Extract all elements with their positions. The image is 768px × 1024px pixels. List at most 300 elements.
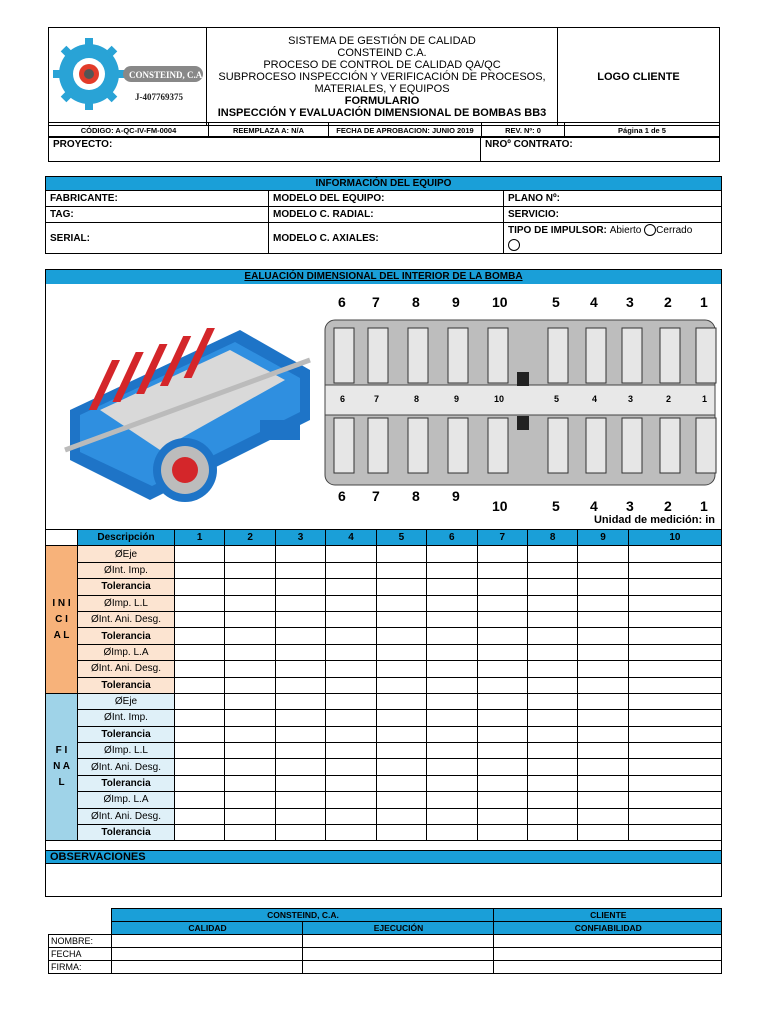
impeller-shape bbox=[334, 328, 354, 383]
sig-confiabilidad: CONFIABILIDAD bbox=[493, 922, 722, 935]
modelo-radial-field[interactable]: MODELO C. RADIAL: bbox=[269, 207, 504, 223]
measurement-cell[interactable] bbox=[527, 693, 577, 709]
stage-label-top: 7 bbox=[372, 294, 380, 310]
row-description: ØImp. L.L bbox=[78, 743, 175, 759]
plano-field[interactable]: PLANO Nº: bbox=[504, 191, 722, 207]
measurement-cell[interactable] bbox=[427, 562, 477, 578]
stage-label-bottom: 10 bbox=[492, 498, 508, 514]
impeller-shape bbox=[368, 328, 388, 383]
measurement-cell[interactable] bbox=[477, 677, 527, 693]
measurement-cell[interactable] bbox=[477, 726, 527, 742]
row-description: Tolerancia bbox=[78, 775, 175, 791]
firma-cliente-field[interactable] bbox=[493, 961, 722, 974]
measurement-cell[interactable] bbox=[578, 693, 628, 709]
col-header: 10 bbox=[628, 530, 721, 546]
measurement-cell[interactable] bbox=[376, 677, 426, 693]
measurement-cell[interactable] bbox=[326, 808, 376, 824]
inicial-label: I N I C I A L bbox=[46, 546, 78, 694]
measurement-cell[interactable] bbox=[225, 693, 275, 709]
cerrado-radio[interactable] bbox=[508, 239, 520, 251]
sig-nombre-label: NOMBRE: bbox=[49, 935, 112, 948]
measurement-cell[interactable] bbox=[527, 710, 577, 726]
measurement-cell[interactable] bbox=[527, 562, 577, 578]
measurement-cell[interactable] bbox=[376, 693, 426, 709]
measurement-cell[interactable] bbox=[578, 743, 628, 759]
row-description: ØInt. Imp. bbox=[78, 562, 175, 578]
stage-label-top: 2 bbox=[664, 294, 672, 310]
measurement-cell[interactable] bbox=[275, 628, 325, 644]
proyecto-field[interactable]: PROYECTO: bbox=[49, 137, 481, 162]
measurement-cell[interactable] bbox=[326, 693, 376, 709]
stage-label-bottom: 1 bbox=[700, 498, 708, 514]
header-table bbox=[48, 27, 720, 126]
measurement-cell[interactable] bbox=[578, 677, 628, 693]
title-line: MATERIALES, Y EQUIPOS bbox=[314, 82, 450, 95]
measurement-cell[interactable] bbox=[275, 562, 325, 578]
measurement-cell[interactable] bbox=[175, 743, 225, 759]
table-row bbox=[46, 546, 722, 562]
reemplaza: REEMPLAZA A: N/A bbox=[209, 123, 329, 138]
fecha-calidad-field[interactable] bbox=[111, 948, 302, 961]
measurement-cell[interactable] bbox=[275, 644, 325, 660]
measurement-cell[interactable] bbox=[275, 759, 325, 775]
table-row bbox=[46, 661, 722, 677]
inner-stage-label: 1 bbox=[702, 394, 708, 404]
measurement-cell[interactable] bbox=[427, 759, 477, 775]
measurement-cell[interactable] bbox=[477, 792, 527, 808]
measurement-cell[interactable] bbox=[275, 792, 325, 808]
inner-stage-label: 2 bbox=[666, 394, 672, 404]
measurement-cell[interactable] bbox=[628, 628, 721, 644]
measurement-cell[interactable] bbox=[326, 546, 376, 562]
table-row bbox=[46, 775, 722, 791]
measurement-cell[interactable] bbox=[225, 546, 275, 562]
measurement-cell[interactable] bbox=[477, 693, 527, 709]
grid-corner bbox=[46, 530, 78, 546]
measurement-cell[interactable] bbox=[225, 792, 275, 808]
measurement-cell[interactable] bbox=[628, 546, 721, 562]
impeller-shape bbox=[622, 328, 642, 383]
col-header: 2 bbox=[225, 530, 275, 546]
measurement-cell[interactable] bbox=[578, 661, 628, 677]
measurement-cell[interactable] bbox=[628, 759, 721, 775]
measurement-cell[interactable] bbox=[427, 677, 477, 693]
table-row bbox=[46, 628, 722, 644]
table-row bbox=[46, 579, 722, 595]
measurement-cell[interactable] bbox=[175, 726, 225, 742]
table-row bbox=[46, 677, 722, 693]
measurement-cell[interactable] bbox=[175, 661, 225, 677]
measurement-cell[interactable] bbox=[376, 808, 426, 824]
inner-stage-label: 4 bbox=[592, 394, 598, 404]
measurement-cell[interactable] bbox=[628, 775, 721, 791]
company-logo-text: CONSTEIND, C.A. bbox=[129, 70, 205, 80]
measurement-cell[interactable] bbox=[578, 808, 628, 824]
inner-stage-label: 9 bbox=[454, 394, 460, 404]
measurement-cell[interactable] bbox=[326, 595, 376, 611]
impeller-shape bbox=[660, 418, 680, 473]
measurement-cell[interactable] bbox=[376, 759, 426, 775]
measurement-cell[interactable] bbox=[527, 677, 577, 693]
measurement-cell[interactable] bbox=[578, 825, 628, 841]
measurement-cell[interactable] bbox=[477, 759, 527, 775]
measurement-cell[interactable] bbox=[326, 628, 376, 644]
measurement-cell[interactable] bbox=[376, 546, 426, 562]
measurement-cell[interactable] bbox=[477, 611, 527, 627]
row-description: Tolerancia bbox=[78, 726, 175, 742]
measurement-cell[interactable] bbox=[628, 743, 721, 759]
measurement-cell[interactable] bbox=[477, 825, 527, 841]
measurement-cell[interactable] bbox=[225, 743, 275, 759]
impeller-shape bbox=[448, 328, 468, 383]
measurement-cell[interactable] bbox=[628, 677, 721, 693]
measurement-cell[interactable] bbox=[578, 579, 628, 595]
measurement-cell[interactable] bbox=[376, 792, 426, 808]
measurement-cell[interactable] bbox=[326, 825, 376, 841]
measurement-cell[interactable] bbox=[477, 595, 527, 611]
measurement-cell[interactable] bbox=[275, 611, 325, 627]
measurement-cell[interactable] bbox=[326, 661, 376, 677]
measurement-cell[interactable] bbox=[225, 726, 275, 742]
form-title: INSPECCIÓN Y EVALUACIÓN DIMENSIONAL DE BOMBAS BB3 bbox=[217, 106, 547, 119]
impeller-shape bbox=[448, 418, 468, 473]
title-line: SUBPROCESO INSPECCIÓN Y VERIFICACIÓN DE PROCESOS, bbox=[218, 70, 546, 83]
measurement-cell[interactable] bbox=[578, 546, 628, 562]
measurement-cell[interactable] bbox=[225, 579, 275, 595]
measurement-cell[interactable] bbox=[628, 825, 721, 841]
col-header: 6 bbox=[427, 530, 477, 546]
table-row bbox=[46, 825, 722, 841]
sig-corner bbox=[49, 909, 112, 922]
measurement-cell[interactable] bbox=[477, 661, 527, 677]
tag-field[interactable]: TAG: bbox=[46, 207, 269, 223]
measurement-cell[interactable] bbox=[578, 644, 628, 660]
table-row bbox=[46, 595, 722, 611]
measurement-cell[interactable] bbox=[578, 562, 628, 578]
measurement-cell[interactable] bbox=[225, 808, 275, 824]
measurement-cell[interactable] bbox=[376, 579, 426, 595]
measurement-cell[interactable] bbox=[477, 775, 527, 791]
measurement-cell[interactable] bbox=[427, 808, 477, 824]
revision: REV. Nº: 0 bbox=[482, 123, 565, 138]
stage-label-bottom: 5 bbox=[552, 498, 560, 514]
measurement-cell[interactable] bbox=[628, 644, 721, 660]
stage-label-top: 1 bbox=[700, 294, 708, 310]
measurement-cell[interactable] bbox=[175, 595, 225, 611]
measurement-cell[interactable] bbox=[275, 546, 325, 562]
measurement-cell[interactable] bbox=[275, 595, 325, 611]
col-header: 9 bbox=[578, 530, 628, 546]
abierto-radio[interactable] bbox=[644, 224, 656, 236]
nombre-cliente-field[interactable] bbox=[493, 935, 722, 948]
measurement-cell[interactable] bbox=[427, 775, 477, 791]
stage-label-top: 6 bbox=[338, 294, 346, 310]
measurement-cell[interactable] bbox=[527, 792, 577, 808]
fabricante-field[interactable]: FABRICANTE: bbox=[46, 191, 269, 207]
stage-label-top: 8 bbox=[412, 294, 420, 310]
measurement-cell[interactable] bbox=[477, 546, 527, 562]
measurement-cell[interactable] bbox=[225, 825, 275, 841]
row-description: ØImp. L.A bbox=[78, 644, 175, 660]
table-row bbox=[46, 710, 722, 726]
measurement-cell[interactable] bbox=[275, 579, 325, 595]
col-header: 1 bbox=[175, 530, 225, 546]
sig-firma-label: FIRMA: bbox=[49, 961, 112, 974]
measurement-cell[interactable] bbox=[326, 611, 376, 627]
measurement-cell[interactable] bbox=[326, 726, 376, 742]
measurement-cell[interactable] bbox=[628, 661, 721, 677]
measurement-cell[interactable] bbox=[628, 693, 721, 709]
inner-stage-label: 6 bbox=[340, 394, 346, 404]
measurement-cell[interactable] bbox=[527, 775, 577, 791]
sig-corner bbox=[49, 922, 112, 935]
sig-ejecucion: EJECUCIÓN bbox=[302, 922, 493, 935]
modelo-equipo-field[interactable]: MODELO DEL EQUIPO: bbox=[269, 191, 504, 207]
nombre-calidad-field[interactable] bbox=[111, 935, 302, 948]
measurement-cell[interactable] bbox=[427, 595, 477, 611]
col-header: 3 bbox=[275, 530, 325, 546]
measurement-cell[interactable] bbox=[175, 825, 225, 841]
measurement-cell[interactable] bbox=[326, 792, 376, 808]
inner-stage-label: 8 bbox=[414, 394, 420, 404]
measurement-cell[interactable] bbox=[527, 628, 577, 644]
measurement-cell[interactable] bbox=[175, 693, 225, 709]
evaluation-title: EALUACIÓN DIMENSIONAL DEL INTERIOR DE LA BOMBA bbox=[46, 270, 721, 284]
client-logo-cell: LOGO CLIENTE bbox=[558, 28, 720, 126]
measurement-cell[interactable] bbox=[376, 743, 426, 759]
measurement-cell[interactable] bbox=[477, 562, 527, 578]
measurement-cell[interactable] bbox=[175, 775, 225, 791]
measurement-cell[interactable] bbox=[427, 644, 477, 660]
measurement-cell[interactable] bbox=[477, 710, 527, 726]
table-row bbox=[46, 726, 722, 742]
tipo-impulsor-label: TIPO DE IMPULSOR: bbox=[508, 225, 607, 236]
measurement-cell[interactable] bbox=[225, 562, 275, 578]
measurement-cell[interactable] bbox=[275, 808, 325, 824]
measurement-cell[interactable] bbox=[275, 710, 325, 726]
measurement-cell[interactable] bbox=[376, 595, 426, 611]
unit-label: Unidad de medición: in bbox=[593, 514, 715, 526]
table-row bbox=[46, 644, 722, 660]
measurement-cell[interactable] bbox=[477, 644, 527, 660]
measurement-cell[interactable] bbox=[225, 677, 275, 693]
observaciones-field[interactable] bbox=[46, 864, 722, 897]
stage-label-bottom: 4 bbox=[590, 498, 598, 514]
fecha-ejecucion-field[interactable] bbox=[302, 948, 493, 961]
measurement-cell[interactable] bbox=[326, 775, 376, 791]
row-description: ØEje bbox=[78, 546, 175, 562]
measurement-cell[interactable] bbox=[427, 693, 477, 709]
impeller-shape bbox=[408, 418, 428, 473]
measurement-cell[interactable] bbox=[527, 661, 577, 677]
measurement-cell[interactable] bbox=[527, 743, 577, 759]
measurement-cell[interactable] bbox=[376, 775, 426, 791]
company-logo bbox=[49, 28, 206, 122]
measurement-cell[interactable] bbox=[376, 644, 426, 660]
measurement-cell[interactable] bbox=[175, 759, 225, 775]
firma-ejecucion-field[interactable] bbox=[302, 961, 493, 974]
measurement-cell[interactable] bbox=[578, 759, 628, 775]
measurement-cell[interactable] bbox=[175, 677, 225, 693]
measurement-cell[interactable] bbox=[427, 611, 477, 627]
measurement-cell[interactable] bbox=[275, 677, 325, 693]
measurement-cell[interactable] bbox=[477, 808, 527, 824]
measurement-cell[interactable] bbox=[578, 726, 628, 742]
stage-label-bottom: 8 bbox=[412, 488, 420, 504]
title-line: CONSTEIND C.A. bbox=[337, 46, 427, 59]
measurement-cell[interactable] bbox=[427, 661, 477, 677]
measurement-cell[interactable] bbox=[527, 825, 577, 841]
measurement-cell[interactable] bbox=[225, 661, 275, 677]
measurement-cell[interactable] bbox=[427, 546, 477, 562]
measurement-cell[interactable] bbox=[427, 710, 477, 726]
measurement-cell[interactable] bbox=[175, 808, 225, 824]
measurement-cell[interactable] bbox=[427, 726, 477, 742]
equipment-info-title: INFORMACIÓN DEL EQUIPO bbox=[46, 177, 722, 191]
measurement-cell[interactable] bbox=[225, 644, 275, 660]
sig-company: CONSTEIND, C.A. bbox=[111, 909, 493, 922]
serial-field[interactable]: SERIAL: bbox=[46, 223, 269, 254]
tipo-impulsor-field bbox=[504, 223, 722, 254]
measurement-cell[interactable] bbox=[175, 644, 225, 660]
measurement-cell[interactable] bbox=[527, 808, 577, 824]
table-row bbox=[46, 562, 722, 578]
measurement-cell[interactable] bbox=[527, 546, 577, 562]
measurement-cell[interactable] bbox=[628, 595, 721, 611]
row-description: ØInt. Ani. Desg. bbox=[78, 808, 175, 824]
measurement-cell[interactable] bbox=[578, 611, 628, 627]
measurement-cell[interactable] bbox=[326, 743, 376, 759]
measurement-cell[interactable] bbox=[427, 792, 477, 808]
measurement-cell[interactable] bbox=[225, 611, 275, 627]
measurement-cell[interactable] bbox=[527, 595, 577, 611]
measurement-cell[interactable] bbox=[628, 792, 721, 808]
measurement-cell[interactable] bbox=[175, 579, 225, 595]
table-row bbox=[46, 808, 722, 824]
measurement-cell[interactable] bbox=[628, 808, 721, 824]
measurement-cell[interactable] bbox=[527, 726, 577, 742]
table-row bbox=[46, 743, 722, 759]
fecha-cliente-field[interactable] bbox=[493, 948, 722, 961]
measurement-cell[interactable] bbox=[376, 661, 426, 677]
measurement-cell[interactable] bbox=[578, 792, 628, 808]
measurement-cell[interactable] bbox=[175, 628, 225, 644]
measurement-cell[interactable] bbox=[225, 595, 275, 611]
measurement-cell[interactable] bbox=[326, 644, 376, 660]
observaciones-title: OBSERVACIONES bbox=[46, 851, 722, 864]
measurement-cell[interactable] bbox=[376, 710, 426, 726]
measurement-cell[interactable] bbox=[225, 628, 275, 644]
measurement-cell[interactable] bbox=[527, 579, 577, 595]
measurement-cell[interactable] bbox=[275, 661, 325, 677]
impeller-shape bbox=[586, 328, 606, 383]
stage-label-top: 10 bbox=[492, 294, 508, 310]
measurement-cell[interactable] bbox=[175, 546, 225, 562]
measurement-cell[interactable] bbox=[225, 710, 275, 726]
measurement-cell[interactable] bbox=[477, 628, 527, 644]
col-header: 4 bbox=[326, 530, 376, 546]
measurement-cell[interactable] bbox=[477, 579, 527, 595]
col-header: 7 bbox=[477, 530, 527, 546]
measurement-cell[interactable] bbox=[376, 825, 426, 841]
impeller-shape bbox=[334, 418, 354, 473]
title-cell bbox=[207, 28, 558, 126]
measurement-cell[interactable] bbox=[477, 743, 527, 759]
measurement-cell[interactable] bbox=[376, 562, 426, 578]
contrato-field[interactable]: NROº CONTRATO: bbox=[481, 137, 720, 162]
row-description: ØInt. Ani. Desg. bbox=[78, 661, 175, 677]
measurement-cell[interactable] bbox=[427, 579, 477, 595]
measurement-cell[interactable] bbox=[326, 759, 376, 775]
measurement-cell[interactable] bbox=[175, 710, 225, 726]
measurement-cell[interactable] bbox=[628, 726, 721, 742]
measurement-cell[interactable] bbox=[275, 775, 325, 791]
measurement-cell[interactable] bbox=[628, 710, 721, 726]
impeller-shape bbox=[548, 328, 568, 383]
measurement-cell[interactable] bbox=[628, 562, 721, 578]
measurement-cell[interactable] bbox=[427, 825, 477, 841]
row-description: Tolerancia bbox=[78, 825, 175, 841]
measurement-cell[interactable] bbox=[275, 726, 325, 742]
title-line: PROCESO DE CONTROL DE CALIDAD QA/QC bbox=[263, 58, 501, 71]
measurement-cell[interactable] bbox=[275, 693, 325, 709]
measurement-cell[interactable] bbox=[527, 644, 577, 660]
inner-stage-label: 3 bbox=[628, 394, 634, 404]
measurement-cell[interactable] bbox=[628, 579, 721, 595]
measurement-cell[interactable] bbox=[225, 775, 275, 791]
measurement-cell[interactable] bbox=[427, 628, 477, 644]
equipment-info-table bbox=[45, 176, 722, 254]
measurement-cell[interactable] bbox=[628, 611, 721, 627]
measurement-cell[interactable] bbox=[326, 710, 376, 726]
measurement-cell[interactable] bbox=[175, 611, 225, 627]
row-description: Tolerancia bbox=[78, 579, 175, 595]
measurement-cell[interactable] bbox=[175, 562, 225, 578]
row-description: Tolerancia bbox=[78, 628, 175, 644]
measurement-cell[interactable] bbox=[275, 743, 325, 759]
option-abierto-label: Abierto bbox=[609, 225, 642, 236]
measurement-cell[interactable] bbox=[427, 743, 477, 759]
measurement-cell[interactable] bbox=[527, 759, 577, 775]
measurement-cell[interactable] bbox=[578, 628, 628, 644]
measurement-cell[interactable] bbox=[175, 792, 225, 808]
stage-label-bottom: 9 bbox=[452, 488, 460, 504]
measurement-cell[interactable] bbox=[376, 726, 426, 742]
impeller-shape bbox=[696, 328, 716, 383]
measurement-cell[interactable] bbox=[578, 710, 628, 726]
measurement-cell[interactable] bbox=[275, 825, 325, 841]
measurement-cell[interactable] bbox=[376, 628, 426, 644]
measurement-cell[interactable] bbox=[376, 611, 426, 627]
measurement-cell[interactable] bbox=[527, 611, 577, 627]
title-line: SISTEMA DE GESTIÓN DE CALIDAD bbox=[288, 34, 476, 47]
measurement-cell[interactable] bbox=[578, 775, 628, 791]
firma-calidad-field[interactable] bbox=[111, 961, 302, 974]
table-row bbox=[46, 759, 722, 775]
measurement-cell[interactable] bbox=[578, 595, 628, 611]
measurement-cell[interactable] bbox=[326, 677, 376, 693]
measurement-cell[interactable] bbox=[225, 759, 275, 775]
stage-label-bottom: 3 bbox=[626, 498, 634, 514]
nombre-ejecucion-field[interactable] bbox=[302, 935, 493, 948]
measurement-cell[interactable] bbox=[326, 579, 376, 595]
servicio-field[interactable]: SERVICIO: bbox=[504, 207, 722, 223]
impeller-shape bbox=[368, 418, 388, 473]
measurement-cell[interactable] bbox=[326, 562, 376, 578]
project-table bbox=[48, 136, 720, 162]
modelo-axiales-field[interactable]: MODELO C. AXIALES: bbox=[269, 223, 504, 254]
row-description: ØImp. L.L bbox=[78, 595, 175, 611]
